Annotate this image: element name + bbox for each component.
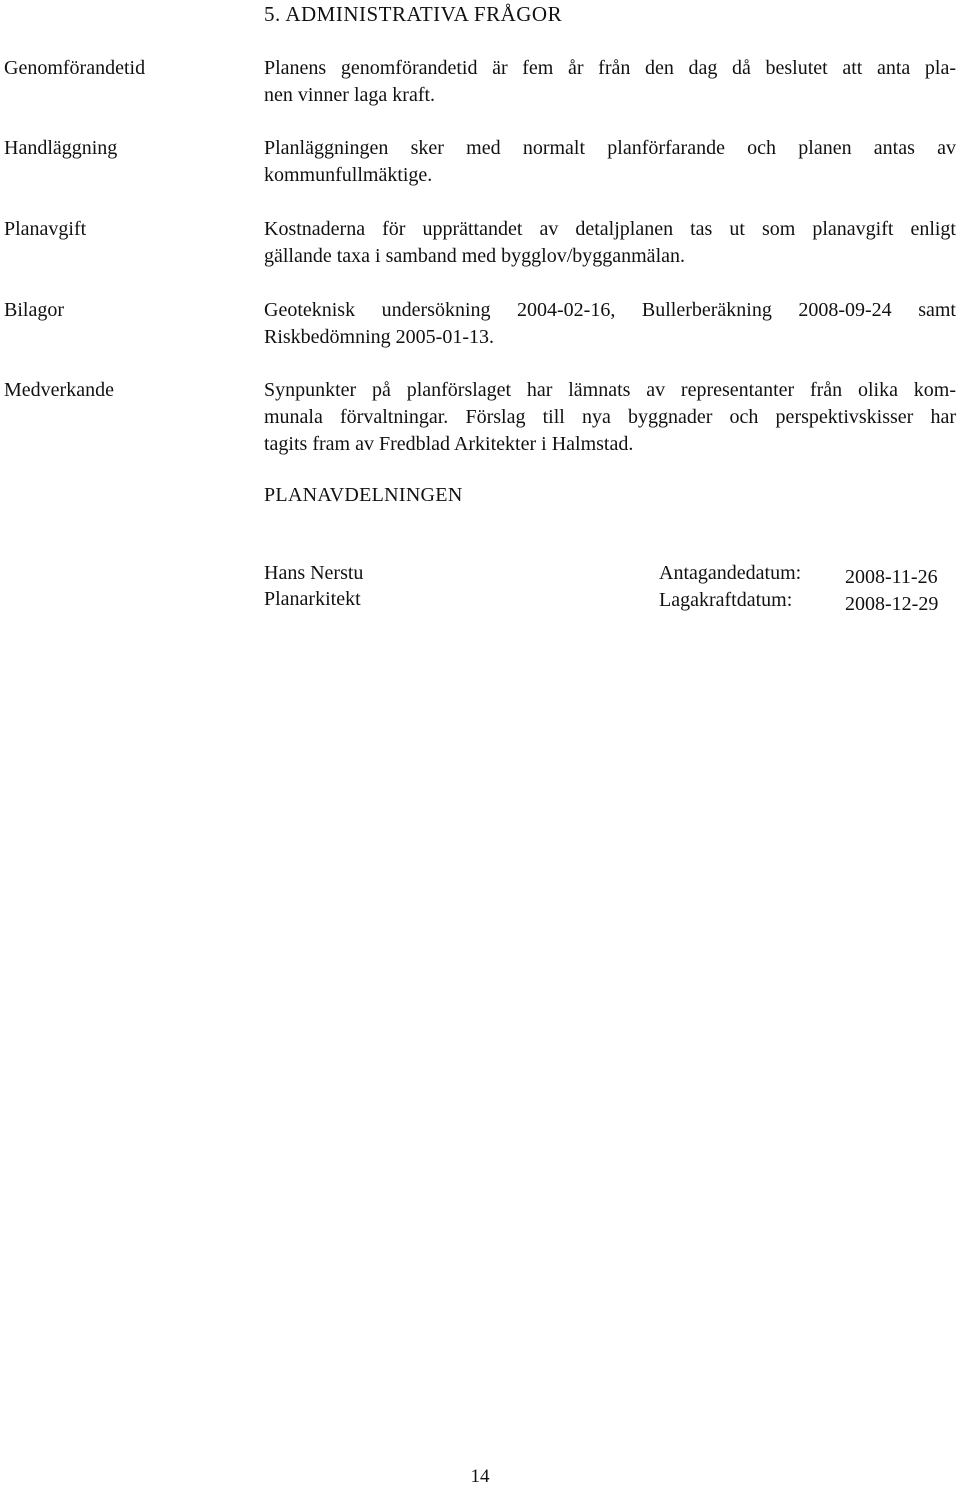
text-line: kommunfullmäktige.	[264, 164, 433, 186]
text-line: munala förvaltningar. Förslag till nya byggnader och perspektivskisser har	[264, 406, 956, 428]
text-line: tagits fram av Fredblad Arkitekter i Halmstad.	[264, 433, 634, 455]
row-text-planavgift	[264, 216, 956, 270]
adoption-date-value: 2008-11-26	[845, 566, 938, 588]
page-number: 14	[470, 1466, 490, 1487]
row-text-genomforandetid	[264, 55, 956, 109]
row-label-medverkande: Medverkande	[4, 379, 114, 401]
section-heading: 5. ADMINISTRATIVA FRÅGOR	[264, 2, 563, 26]
row-text-bilagor	[264, 297, 956, 351]
text-line: Kostnaderna för upprättandet av detaljplanen tas ut som planavgift enligt	[264, 218, 956, 240]
adoption-date-label: Antagandedatum:	[659, 562, 802, 584]
row-label-genomforandetid: Genomförandetid	[4, 57, 146, 79]
text-line: Planens genomförandetid är fem år från den dag då beslutet att anta pla-	[264, 57, 956, 79]
department-name: PLANAVDELNINGEN	[264, 484, 463, 506]
text-line: Geoteknisk undersökning 2004-02-16, Bullerberäkning 2008-09-24 samt	[264, 299, 956, 321]
legal-force-date-label: Lagakraftdatum:	[659, 589, 793, 611]
row-text-medverkande	[264, 377, 956, 458]
signature-title: Planarkitekt	[264, 588, 361, 610]
row-label-handlaggning: Handläggning	[4, 137, 118, 159]
text-line: Synpunkter på planförslaget har lämnats av representanter från olika kom-	[264, 379, 956, 401]
text-line: Planläggningen sker med normalt planförfarande och planen antas av	[264, 137, 956, 159]
row-label-bilagor: Bilagor	[4, 299, 64, 321]
signature-name: Hans Nerstu	[264, 562, 364, 584]
legal-force-date-value: 2008-12-29	[845, 593, 939, 615]
text-line: gällande taxa i samband med bygglov/bygganmälan.	[264, 245, 685, 267]
text-line: nen vinner laga kraft.	[264, 84, 436, 106]
text-line: Riskbedömning 2005-01-13.	[264, 326, 494, 348]
row-text-handlaggning	[264, 135, 956, 189]
row-label-planavgift: Planavgift	[4, 218, 87, 240]
